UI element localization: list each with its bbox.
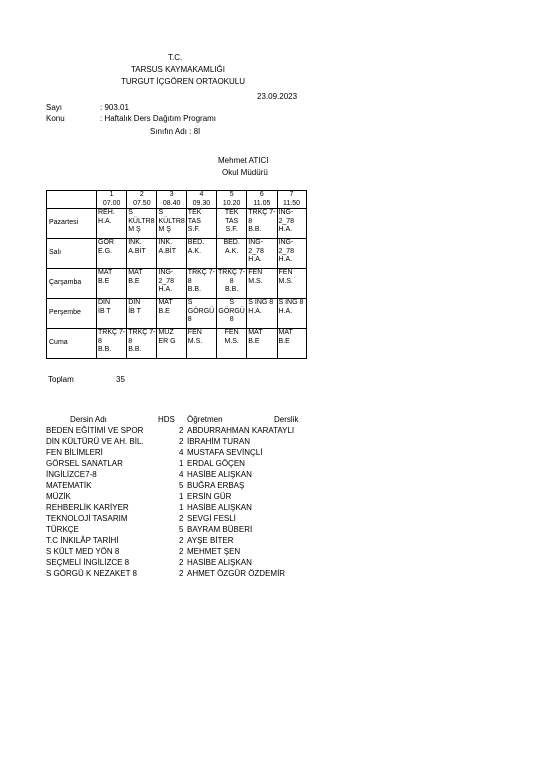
lesson-cell-line: İNK. <box>158 239 173 247</box>
lesson-cell <box>277 209 306 239</box>
lesson-cell-line: 8 <box>229 316 234 324</box>
course-teacher: HASİBE ALIŞKAN <box>187 503 252 512</box>
lesson-cell <box>217 209 247 239</box>
lesson-cell-line: S <box>128 209 133 217</box>
course-teacher: SEVGİ FESLİ <box>187 514 236 523</box>
course-hours: 1 <box>179 492 184 501</box>
lesson-cell-line: 2_78 <box>278 217 295 225</box>
lesson-cell-line: TEK <box>187 209 202 217</box>
lesson-cell-line: B.B. <box>225 286 239 294</box>
lesson-cell <box>157 329 186 359</box>
course-teacher: BUĞRA ERBAŞ <box>187 481 245 490</box>
corner-cell <box>47 191 97 209</box>
lesson-cell-line: 8 <box>187 316 192 324</box>
lesson-cell <box>277 239 306 269</box>
lesson-cell <box>277 329 306 359</box>
lesson-cell-line: BED. <box>187 239 205 247</box>
lesson-cell-line: KÜLTR8 <box>158 217 185 225</box>
period-header: 5 10.20 <box>217 191 247 209</box>
lesson-cell <box>186 239 216 269</box>
lesson-cell-line: B.B. <box>128 346 142 354</box>
lesson-cell-line: S <box>229 299 234 307</box>
course-name: S GÖRGÜ K NEZAKET 8 <box>46 569 137 578</box>
lesson-cell-line: B.E <box>278 337 290 345</box>
lesson-cell-line: M Ş <box>158 226 171 234</box>
principal-title: Okul Müdürü <box>222 168 268 177</box>
lesson-cell-line: FEN <box>278 269 293 277</box>
lesson-cell <box>157 299 186 329</box>
lesson-cell-line: TRKÇ 7- <box>218 269 246 277</box>
header-course-name: Dersin Adı <box>70 415 107 424</box>
lesson-cell-line: A.BİT <box>128 247 146 255</box>
lesson-cell-line: H.A. <box>278 307 293 315</box>
course-name: TEKNOLOJİ TASARIM <box>46 514 128 523</box>
total-value: 35 <box>116 375 125 384</box>
course-name: SEÇMELİ İNGİLİZCE 8 <box>46 558 130 567</box>
course-name: FEN BİLİMLERİ <box>46 448 103 457</box>
lesson-cell-line: A.K. <box>187 247 202 255</box>
lesson-cell-line: KÜLTR8 <box>128 217 155 225</box>
lesson-cell <box>157 269 186 299</box>
header-kaymakamlik: TARSUS KAYMAKAMLIĞI <box>131 65 225 74</box>
lesson-cell <box>157 209 186 239</box>
lesson-cell <box>127 239 157 269</box>
lesson-cell-line: MAT <box>98 269 113 277</box>
lesson-cell-line: S İNG 8 <box>278 299 304 307</box>
period-header: 3 08.40 <box>157 191 186 209</box>
lesson-cell-line: 8 <box>187 277 192 285</box>
konu-value: : Haftalık Ders Dağıtım Programı <box>100 114 217 123</box>
lesson-cell-line: TRKÇ 7- <box>128 329 156 337</box>
course-teacher: HASİBE ALIŞKAN <box>187 470 252 479</box>
header-teacher: Öğretmen <box>187 415 223 424</box>
period-header: 6 11.05 <box>247 191 277 209</box>
course-hours: 2 <box>179 558 184 567</box>
period-header: 7 11.50 <box>277 191 306 209</box>
lesson-cell-line: FEN <box>248 269 263 277</box>
lesson-cell <box>247 269 277 299</box>
lesson-cell <box>186 299 216 329</box>
lesson-cell-line: İNK. <box>128 239 142 247</box>
schedule-row <box>47 239 307 269</box>
lesson-cell <box>186 209 216 239</box>
lesson-cell-line: TEK <box>224 209 239 217</box>
lesson-cell <box>247 299 277 329</box>
lesson-cell <box>217 239 247 269</box>
course-teacher: ERDAL GÖÇEN <box>187 459 245 468</box>
course-hours: 4 <box>179 470 184 479</box>
course-hours: 1 <box>179 503 184 512</box>
sayi-label: Sayı <box>46 103 63 112</box>
lesson-cell-line: B.E <box>158 307 170 315</box>
schedule-row <box>47 329 307 359</box>
course-hours: 2 <box>179 437 184 446</box>
lesson-cell-line: B.E <box>248 337 260 345</box>
course-teacher: ABDURRAHMAN KARATAYLI <box>187 426 295 435</box>
lesson-cell <box>97 299 127 329</box>
course-hours: 1 <box>179 459 184 468</box>
lesson-cell-line: İNG- <box>158 269 174 277</box>
lesson-cell-line: 2_78 <box>278 247 295 255</box>
course-teacher: AYŞE BİTER <box>187 536 234 545</box>
konu-label: Konu <box>46 114 65 123</box>
course-name: S KÜLT MED YÖN 8 <box>46 547 120 556</box>
lesson-cell-line: MAT <box>248 329 263 337</box>
course-teacher: MUSTAFA SEVİNÇLİ <box>187 448 263 457</box>
lesson-cell-line: GÖRGÜ <box>187 307 215 315</box>
lesson-cell-line: H.A. <box>98 217 112 225</box>
class-name: Sınıfın Adı : 8I <box>150 127 201 136</box>
lesson-cell-line: B.E <box>128 277 140 285</box>
lesson-cell-line: BED. <box>223 239 240 247</box>
course-teacher: MEHMET ŞEN <box>187 547 241 556</box>
course-hours: 2 <box>179 536 184 545</box>
lesson-cell-line: 2_78 <box>248 247 264 255</box>
lesson-cell <box>217 269 247 299</box>
lesson-cell <box>277 299 306 329</box>
lesson-cell <box>277 269 306 299</box>
course-name: TÜRKÇE <box>46 525 79 534</box>
course-teacher: ERSİN GÜR <box>187 492 232 501</box>
lesson-cell-line: 8 <box>128 337 133 345</box>
lesson-cell-line: MAT <box>158 299 173 307</box>
lesson-cell <box>186 269 216 299</box>
lesson-cell-line: B.B. <box>98 346 112 354</box>
course-teacher: AHMET ÖZGÜR ÖZDEMİR <box>187 569 286 578</box>
lesson-cell-line: B.E <box>98 277 110 285</box>
day-label: Çarşamba <box>47 269 97 299</box>
lesson-cell-line: M.S. <box>224 337 239 345</box>
lesson-cell-line: S <box>158 209 164 217</box>
course-hours: 2 <box>179 514 184 523</box>
lesson-cell-line: DİN <box>128 299 141 307</box>
lesson-cell-line: TAS <box>225 217 239 225</box>
lesson-cell-line: A.BİT <box>158 247 176 255</box>
lesson-cell <box>97 209 127 239</box>
lesson-cell-line: M.S. <box>248 277 263 285</box>
lesson-cell-line: A.K. <box>225 247 239 255</box>
lesson-cell <box>186 329 216 359</box>
lesson-cell-line: REH. <box>98 209 115 217</box>
lesson-cell <box>127 209 157 239</box>
lesson-cell-line: 8 <box>248 217 253 225</box>
course-name: GÖRSEL SANATLAR <box>46 459 123 468</box>
lesson-cell <box>127 269 157 299</box>
lesson-cell-line: 2_78 <box>158 277 175 285</box>
period-header: 1 07.00 <box>97 191 127 209</box>
header-tc: T.C. <box>168 53 183 62</box>
lesson-cell-line: H.A. <box>248 256 262 264</box>
lesson-cell <box>97 269 127 299</box>
lesson-cell-line: M.S. <box>278 277 293 285</box>
lesson-cell-line: S.F. <box>187 226 200 234</box>
lesson-cell-line: TRKÇ 7- <box>248 209 276 217</box>
lesson-cell-line: M.S. <box>187 337 203 345</box>
course-name: MATEMATİK <box>46 481 92 490</box>
lesson-cell-line: S.F. <box>225 226 238 234</box>
course-hours: 4 <box>179 448 184 457</box>
course-teacher: BAYRAM BÜBERİ <box>187 525 253 534</box>
lesson-cell-line: S <box>187 299 193 307</box>
header-room: Derslik <box>274 415 299 424</box>
header-school-name: TURGUT İÇGÖREN ORTAOKULU <box>121 77 246 86</box>
course-hours: 2 <box>179 569 184 578</box>
lesson-cell <box>247 209 277 239</box>
course-hours: 2 <box>179 426 184 435</box>
lesson-cell <box>127 329 157 359</box>
lesson-cell <box>157 239 186 269</box>
schedule-row <box>47 209 307 239</box>
lesson-cell <box>97 329 127 359</box>
course-name: REHBERLİK KARİYER <box>46 503 129 512</box>
schedule-row <box>47 269 307 299</box>
header-hours: HDS <box>158 415 175 424</box>
schedule-row <box>47 299 307 329</box>
course-hours: 2 <box>179 547 184 556</box>
course-name: MÜZİK <box>46 492 71 501</box>
lesson-cell <box>247 239 277 269</box>
lesson-cell-line: H.A. <box>278 256 293 264</box>
lesson-cell <box>247 329 277 359</box>
course-hours: 5 <box>179 525 184 534</box>
total-label: Toplam <box>48 375 74 384</box>
weekly-schedule-table <box>46 190 307 359</box>
period-header: 2 07.50 <box>127 191 157 209</box>
lesson-cell-line: 8 <box>229 277 234 285</box>
lesson-cell-line: E.G. <box>98 247 113 255</box>
lesson-cell-line: M Ş <box>128 226 141 234</box>
lesson-cell-line: TRKÇ 7- <box>98 329 126 337</box>
course-name: T.C İNKILÂP TARİHİ <box>46 536 119 545</box>
document-date: 23.09.2023 <box>257 92 298 101</box>
day-label: Perşembe <box>47 299 97 329</box>
lesson-cell-line: İB T <box>98 307 111 315</box>
day-label: Salı <box>47 239 97 269</box>
course-name: DİN KÜLTÜRÜ VE AH. BİL. <box>46 437 144 446</box>
lesson-cell <box>217 299 247 329</box>
lesson-cell-line: B.B. <box>248 226 262 234</box>
lesson-cell-line: FEN <box>187 329 202 337</box>
course-name: İNGİLİZCE7-8 <box>46 470 97 479</box>
lesson-cell-line: TAS <box>187 217 201 225</box>
lesson-cell-line: FEN <box>224 329 239 337</box>
day-label: Cuma <box>47 329 97 359</box>
lesson-cell-line: H.A. <box>248 307 262 315</box>
lesson-cell <box>217 329 247 359</box>
day-label: Pazartesi <box>47 209 97 239</box>
lesson-cell-line: GÖR <box>98 239 114 247</box>
lesson-cell-line: ER G <box>158 337 176 345</box>
lesson-cell <box>97 239 127 269</box>
course-teacher: HASİBE ALIŞKAN <box>187 558 252 567</box>
lesson-cell-line: İNG- <box>278 239 294 247</box>
course-name: BEDEN EĞİTİMİ VE SPOR <box>46 426 144 435</box>
lesson-cell-line: S İNG 8 <box>248 299 274 307</box>
lesson-cell-line: DİN <box>98 299 111 307</box>
lesson-cell-line: H.A. <box>278 226 293 234</box>
lesson-cell-line: İB T <box>128 307 141 315</box>
lesson-cell-line: MAT <box>128 269 143 277</box>
course-hours: 5 <box>179 481 184 490</box>
sayi-value: : 903.01 <box>100 103 129 112</box>
lesson-cell-line: 8 <box>98 337 102 345</box>
lesson-cell-line: İNG- <box>278 209 294 217</box>
lesson-cell <box>127 299 157 329</box>
lesson-cell-line: B.B. <box>187 286 202 294</box>
period-header: 4 09.30 <box>186 191 216 209</box>
lesson-cell-line: H.A. <box>158 286 173 294</box>
principal-name: Mehmet ATICI <box>218 156 269 165</box>
lesson-cell-line: MÜZ <box>158 329 174 337</box>
lesson-cell-line: GÖRGÜ <box>218 307 245 315</box>
course-teacher: İBRAHİM TURAN <box>187 437 250 446</box>
lesson-cell-line: MAT <box>278 329 293 337</box>
period-header-row <box>47 191 307 209</box>
lesson-cell-line: İNG- <box>248 239 264 247</box>
lesson-cell-line: TRKÇ 7- <box>187 269 216 277</box>
